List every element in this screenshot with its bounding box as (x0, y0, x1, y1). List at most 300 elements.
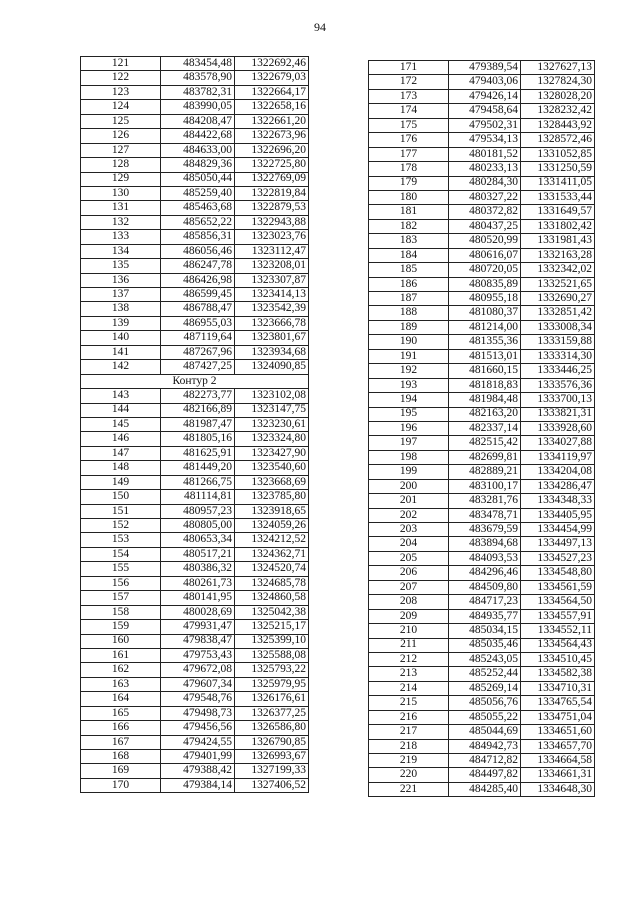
x-coordinate: 486426,98 (161, 273, 235, 287)
y-coordinate: 1334561,59 (521, 580, 595, 594)
point-number: 147 (81, 446, 161, 460)
y-coordinate: 1326993,67 (235, 750, 309, 764)
table-row (369, 133, 595, 147)
point-number: 181 (369, 205, 449, 219)
y-coordinate: 1334710,31 (521, 681, 595, 695)
table-row (81, 721, 309, 735)
y-coordinate: 1334657,70 (521, 739, 595, 753)
x-coordinate: 479548,76 (161, 692, 235, 706)
point-number: 167 (81, 735, 161, 749)
table-row (81, 692, 309, 706)
point-number: 137 (81, 288, 161, 302)
table-row (81, 331, 309, 345)
table-row (81, 114, 309, 128)
x-coordinate: 481449,20 (161, 461, 235, 475)
point-number: 165 (81, 706, 161, 720)
x-coordinate: 482889,21 (449, 465, 521, 479)
table-row (81, 519, 309, 533)
table-row (369, 335, 595, 349)
point-number: 166 (81, 721, 161, 735)
x-coordinate: 484712,82 (449, 754, 521, 768)
x-coordinate: 480028,69 (161, 605, 235, 619)
y-coordinate: 1333576,36 (521, 378, 595, 392)
x-coordinate: 480386,32 (161, 562, 235, 576)
x-coordinate: 480181,52 (449, 147, 521, 161)
y-coordinate: 1334027,88 (521, 436, 595, 450)
point-number: 208 (369, 595, 449, 609)
point-number: 216 (369, 710, 449, 724)
coordinates-table-right (368, 60, 595, 797)
table-row (369, 551, 595, 565)
y-coordinate: 1322664,17 (235, 85, 309, 99)
x-coordinate: 479456,56 (161, 721, 235, 735)
point-number: 203 (369, 523, 449, 537)
table-row (81, 345, 309, 359)
point-number: 158 (81, 605, 161, 619)
y-coordinate: 1332163,28 (521, 248, 595, 262)
point-number: 202 (369, 508, 449, 522)
point-number: 195 (369, 407, 449, 421)
table-row (81, 562, 309, 576)
table-row (369, 277, 595, 291)
table-row (369, 595, 595, 609)
y-coordinate: 1327627,13 (521, 61, 595, 75)
y-coordinate: 1325399,10 (235, 634, 309, 648)
y-coordinate: 1323307,87 (235, 273, 309, 287)
x-coordinate: 481625,91 (161, 446, 235, 460)
x-coordinate: 482699,81 (449, 450, 521, 464)
x-coordinate: 479534,13 (449, 133, 521, 147)
table-row (369, 205, 595, 219)
y-coordinate: 1326377,25 (235, 706, 309, 720)
table-row (81, 605, 309, 619)
point-number: 136 (81, 273, 161, 287)
point-number: 121 (81, 57, 161, 71)
y-coordinate: 1334582,38 (521, 667, 595, 681)
y-coordinate: 1325042,38 (235, 605, 309, 619)
y-coordinate: 1322673,96 (235, 129, 309, 143)
point-number: 211 (369, 638, 449, 652)
y-coordinate: 1323934,68 (235, 345, 309, 359)
table-row (81, 172, 309, 186)
x-coordinate: 485269,14 (449, 681, 521, 695)
y-coordinate: 1323666,78 (235, 316, 309, 330)
x-coordinate: 485243,05 (449, 652, 521, 666)
point-number: 142 (81, 360, 161, 374)
x-coordinate: 483782,31 (161, 85, 235, 99)
x-coordinate: 479607,34 (161, 677, 235, 691)
point-number: 176 (369, 133, 449, 147)
y-coordinate: 1322725,80 (235, 158, 309, 172)
y-coordinate: 1323540,60 (235, 461, 309, 475)
table-row (369, 393, 595, 407)
point-number: 182 (369, 219, 449, 233)
x-coordinate: 485034,15 (449, 624, 521, 638)
x-coordinate: 481987,47 (161, 417, 235, 431)
page-number: 94 (314, 20, 326, 34)
table-row (369, 407, 595, 421)
table-row (369, 782, 595, 796)
y-coordinate: 1325793,22 (235, 663, 309, 677)
point-number: 155 (81, 562, 161, 576)
table-row (81, 215, 309, 229)
table-row (81, 446, 309, 460)
y-coordinate: 1332690,27 (521, 292, 595, 306)
table-row (81, 533, 309, 547)
point-number: 169 (81, 764, 161, 778)
x-coordinate: 479931,47 (161, 620, 235, 634)
y-coordinate: 1334651,60 (521, 725, 595, 739)
x-coordinate: 484717,23 (449, 595, 521, 609)
x-coordinate: 486955,03 (161, 316, 235, 330)
table-row (81, 490, 309, 504)
table-row (81, 201, 309, 215)
table-row (369, 162, 595, 176)
y-coordinate: 1334552,11 (521, 624, 595, 638)
point-number: 209 (369, 609, 449, 623)
y-coordinate: 1324685,78 (235, 576, 309, 590)
y-coordinate: 1325215,17 (235, 620, 309, 634)
table-row (369, 681, 595, 695)
table-row (81, 663, 309, 677)
x-coordinate: 485463,68 (161, 201, 235, 215)
y-coordinate: 1334661,31 (521, 768, 595, 782)
table-row (369, 263, 595, 277)
x-coordinate: 481984,48 (449, 393, 521, 407)
table-row (369, 638, 595, 652)
table-row (81, 288, 309, 302)
x-coordinate: 486056,46 (161, 244, 235, 258)
table-row (369, 580, 595, 594)
point-number: 174 (369, 104, 449, 118)
table-row (81, 57, 309, 71)
y-coordinate: 1333700,13 (521, 393, 595, 407)
y-coordinate: 1334119,97 (521, 450, 595, 464)
table-row (369, 725, 595, 739)
table-row (369, 320, 595, 334)
y-coordinate: 1325979,95 (235, 677, 309, 691)
x-coordinate: 484093,53 (449, 551, 521, 565)
y-coordinate: 1322696,20 (235, 143, 309, 157)
point-number: 143 (81, 389, 161, 403)
y-coordinate: 1334664,58 (521, 754, 595, 768)
table-row (81, 143, 309, 157)
table-row (81, 186, 309, 200)
point-number: 156 (81, 576, 161, 590)
table-row (369, 696, 595, 710)
x-coordinate: 480437,25 (449, 219, 521, 233)
y-coordinate: 1334564,50 (521, 595, 595, 609)
table-row (81, 475, 309, 489)
table-row (369, 75, 595, 89)
y-coordinate: 1323023,76 (235, 230, 309, 244)
table-row (81, 403, 309, 417)
x-coordinate: 480327,22 (449, 190, 521, 204)
x-coordinate: 481660,15 (449, 364, 521, 378)
x-coordinate: 485035,46 (449, 638, 521, 652)
y-coordinate: 1324520,74 (235, 562, 309, 576)
point-number: 150 (81, 490, 161, 504)
section-label: Контур 2 (81, 374, 309, 388)
x-coordinate: 479498,73 (161, 706, 235, 720)
table-row (81, 100, 309, 114)
x-coordinate: 483578,90 (161, 71, 235, 85)
table-row (369, 667, 595, 681)
y-coordinate: 1334564,43 (521, 638, 595, 652)
point-number: 213 (369, 667, 449, 681)
x-coordinate: 480261,73 (161, 576, 235, 590)
x-coordinate: 480805,00 (161, 519, 235, 533)
y-coordinate: 1323102,08 (235, 389, 309, 403)
point-number: 145 (81, 417, 161, 431)
table-row (369, 450, 595, 464)
x-coordinate: 479389,54 (449, 61, 521, 75)
x-coordinate: 484935,77 (449, 609, 521, 623)
y-coordinate: 1334348,33 (521, 494, 595, 508)
table-row (81, 273, 309, 287)
point-number: 184 (369, 248, 449, 262)
table-row (81, 461, 309, 475)
point-number: 170 (81, 778, 161, 792)
x-coordinate: 480517,21 (161, 547, 235, 561)
table-row (81, 504, 309, 518)
y-coordinate: 1334405,95 (521, 508, 595, 522)
x-coordinate: 485044,69 (449, 725, 521, 739)
y-coordinate: 1323668,69 (235, 475, 309, 489)
x-coordinate: 480957,23 (161, 504, 235, 518)
point-number: 124 (81, 100, 161, 114)
x-coordinate: 481355,36 (449, 335, 521, 349)
table-row (369, 479, 595, 493)
point-number: 161 (81, 648, 161, 662)
y-coordinate: 1323414,13 (235, 288, 309, 302)
table-row (81, 547, 309, 561)
y-coordinate: 1326586,80 (235, 721, 309, 735)
x-coordinate: 481818,83 (449, 378, 521, 392)
x-coordinate: 484942,73 (449, 739, 521, 753)
point-number: 204 (369, 537, 449, 551)
x-coordinate: 484296,46 (449, 566, 521, 580)
y-coordinate: 1323112,47 (235, 244, 309, 258)
table-row (81, 735, 309, 749)
point-number: 215 (369, 696, 449, 710)
x-coordinate: 481080,37 (449, 306, 521, 320)
point-number: 218 (369, 739, 449, 753)
x-coordinate: 483990,05 (161, 100, 235, 114)
point-number: 131 (81, 201, 161, 215)
table-row (81, 85, 309, 99)
point-number: 201 (369, 494, 449, 508)
y-coordinate: 1333314,30 (521, 349, 595, 363)
point-number: 180 (369, 190, 449, 204)
y-coordinate: 1324090,85 (235, 360, 309, 374)
table-row (369, 754, 595, 768)
point-number: 207 (369, 580, 449, 594)
x-coordinate: 482337,14 (449, 421, 521, 435)
y-coordinate: 1334648,30 (521, 782, 595, 796)
y-coordinate: 1328232,42 (521, 104, 595, 118)
point-number: 186 (369, 277, 449, 291)
table-row (369, 609, 595, 623)
point-number: 214 (369, 681, 449, 695)
x-coordinate: 479424,55 (161, 735, 235, 749)
y-coordinate: 1334454,99 (521, 523, 595, 537)
point-number: 217 (369, 725, 449, 739)
x-coordinate: 485055,22 (449, 710, 521, 724)
x-coordinate: 485259,40 (161, 186, 235, 200)
x-coordinate: 483454,48 (161, 57, 235, 71)
point-number: 135 (81, 259, 161, 273)
point-number: 139 (81, 316, 161, 330)
y-coordinate: 1323147,75 (235, 403, 309, 417)
y-coordinate: 1322819,84 (235, 186, 309, 200)
x-coordinate: 483894,68 (449, 537, 521, 551)
y-coordinate: 1334510,45 (521, 652, 595, 666)
x-coordinate: 482166,89 (161, 403, 235, 417)
table-row (369, 378, 595, 392)
y-coordinate: 1322661,20 (235, 114, 309, 128)
x-coordinate: 483478,71 (449, 508, 521, 522)
point-number: 125 (81, 114, 161, 128)
point-number: 200 (369, 479, 449, 493)
y-coordinate: 1331649,57 (521, 205, 595, 219)
y-coordinate: 1322769,09 (235, 172, 309, 186)
table-row (81, 316, 309, 330)
x-coordinate: 481805,16 (161, 432, 235, 446)
x-coordinate: 487119,64 (161, 331, 235, 345)
table-row (369, 710, 595, 724)
y-coordinate: 1322679,03 (235, 71, 309, 85)
point-number: 185 (369, 263, 449, 277)
x-coordinate: 480233,13 (449, 162, 521, 176)
table-row (369, 508, 595, 522)
point-number: 190 (369, 335, 449, 349)
point-number: 194 (369, 393, 449, 407)
y-coordinate: 1323208,01 (235, 259, 309, 273)
point-number: 168 (81, 750, 161, 764)
point-number: 146 (81, 432, 161, 446)
table-row (369, 219, 595, 233)
table-row (81, 259, 309, 273)
point-number: 199 (369, 465, 449, 479)
y-coordinate: 1331250,59 (521, 162, 595, 176)
point-number: 175 (369, 118, 449, 132)
x-coordinate: 480284,30 (449, 176, 521, 190)
x-coordinate: 479403,06 (449, 75, 521, 89)
x-coordinate: 481513,01 (449, 349, 521, 363)
table-row (369, 768, 595, 782)
x-coordinate: 480835,89 (449, 277, 521, 291)
table-row (369, 537, 595, 551)
point-number: 192 (369, 364, 449, 378)
point-number: 129 (81, 172, 161, 186)
x-coordinate: 483679,59 (449, 523, 521, 537)
point-number: 163 (81, 677, 161, 691)
table-row (81, 417, 309, 431)
y-coordinate: 1322658,16 (235, 100, 309, 114)
y-coordinate: 1333446,25 (521, 364, 595, 378)
table-row (369, 104, 595, 118)
coordinates-table-left (80, 56, 309, 793)
table-row (369, 248, 595, 262)
point-number: 154 (81, 547, 161, 561)
x-coordinate: 485652,22 (161, 215, 235, 229)
y-coordinate: 1327824,30 (521, 75, 595, 89)
point-number: 179 (369, 176, 449, 190)
point-number: 220 (369, 768, 449, 782)
y-coordinate: 1323801,67 (235, 331, 309, 345)
point-number: 153 (81, 533, 161, 547)
y-coordinate: 1324860,58 (235, 591, 309, 605)
y-coordinate: 1322943,88 (235, 215, 309, 229)
x-coordinate: 485252,44 (449, 667, 521, 681)
table-row (81, 432, 309, 446)
table-row (369, 436, 595, 450)
point-number: 132 (81, 215, 161, 229)
point-number: 128 (81, 158, 161, 172)
y-coordinate: 1331411,05 (521, 176, 595, 190)
point-number: 205 (369, 551, 449, 565)
point-number: 191 (369, 349, 449, 363)
table-row (81, 389, 309, 403)
point-number: 151 (81, 504, 161, 518)
x-coordinate: 479753,43 (161, 648, 235, 662)
point-number: 197 (369, 436, 449, 450)
x-coordinate: 487267,96 (161, 345, 235, 359)
table-row (81, 778, 309, 792)
y-coordinate: 1334497,13 (521, 537, 595, 551)
point-number: 122 (81, 71, 161, 85)
point-number: 189 (369, 320, 449, 334)
point-number: 219 (369, 754, 449, 768)
point-number: 196 (369, 421, 449, 435)
y-coordinate: 1328572,46 (521, 133, 595, 147)
table-row (81, 620, 309, 634)
table-row (369, 421, 595, 435)
point-number: 183 (369, 234, 449, 248)
point-number: 130 (81, 186, 161, 200)
table-row (81, 158, 309, 172)
x-coordinate: 479388,42 (161, 764, 235, 778)
y-coordinate: 1324362,71 (235, 547, 309, 561)
x-coordinate: 484633,00 (161, 143, 235, 157)
table-row (369, 118, 595, 132)
table-row (81, 302, 309, 316)
x-coordinate: 486599,45 (161, 288, 235, 302)
point-number: 178 (369, 162, 449, 176)
y-coordinate: 1323542,39 (235, 302, 309, 316)
table-row (369, 652, 595, 666)
y-coordinate: 1324059,26 (235, 519, 309, 533)
x-coordinate: 487427,25 (161, 360, 235, 374)
x-coordinate: 486247,78 (161, 259, 235, 273)
y-coordinate: 1333928,60 (521, 421, 595, 435)
point-number: 152 (81, 519, 161, 533)
point-number: 172 (369, 75, 449, 89)
x-coordinate: 479401,99 (161, 750, 235, 764)
point-number: 188 (369, 306, 449, 320)
y-coordinate: 1327406,52 (235, 778, 309, 792)
y-coordinate: 1323230,61 (235, 417, 309, 431)
table-row (81, 764, 309, 778)
point-number: 149 (81, 475, 161, 489)
point-number: 160 (81, 634, 161, 648)
x-coordinate: 484422,68 (161, 129, 235, 143)
point-number: 193 (369, 378, 449, 392)
y-coordinate: 1332851,42 (521, 306, 595, 320)
x-coordinate: 479426,14 (449, 89, 521, 103)
point-number: 134 (81, 244, 161, 258)
